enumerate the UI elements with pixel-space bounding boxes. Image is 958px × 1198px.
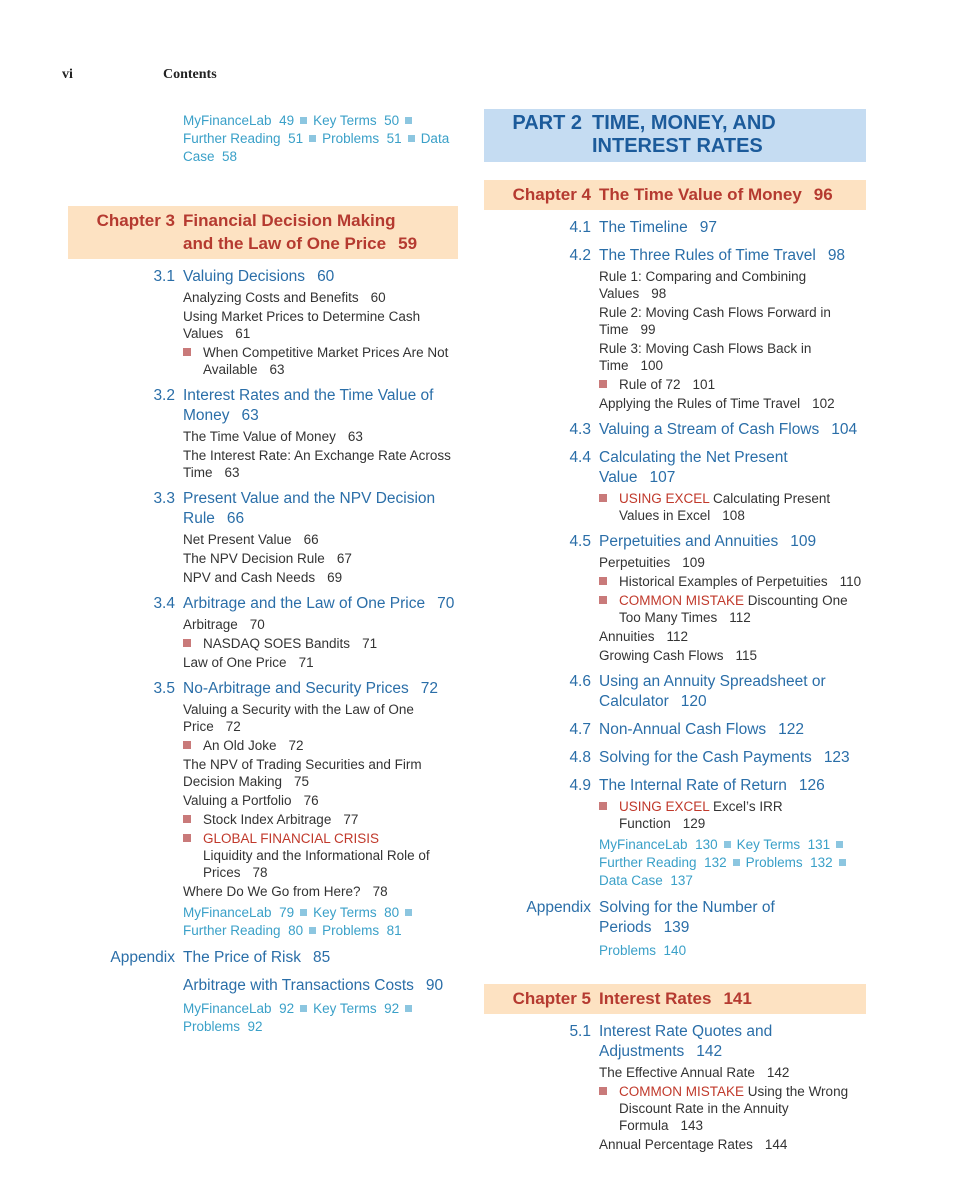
end-of-chapter-links (183, 112, 458, 166)
eoc-page: 92 (279, 1001, 295, 1016)
square-bullet-icon (599, 494, 607, 502)
subsection-page: 112 (666, 629, 689, 644)
appendix-label: Appendix (110, 949, 175, 966)
feature-box-entry[interactable] (599, 1083, 866, 1134)
section-page: 123 (823, 749, 850, 766)
eoc-page: 132 (810, 855, 833, 870)
subsection-entry[interactable] (183, 756, 458, 790)
section-title[interactable] (183, 679, 458, 699)
eoc-link[interactable] (183, 1001, 294, 1016)
section-page: 109 (790, 533, 817, 550)
feature-page: 143 (680, 1118, 704, 1133)
subsection-title: Analyzing Costs and Benefits (183, 290, 359, 305)
section-title-text: Interest Rates and the Time Value of Money (183, 387, 434, 424)
subsection-title: The NPV of Trading Securities and Firm Decision Making (183, 757, 422, 789)
section-entry (484, 748, 866, 768)
square-bullet-icon (309, 135, 316, 142)
section-number: 3.4 (153, 595, 175, 612)
eoc-link[interactable] (183, 905, 294, 920)
section-entry (484, 246, 866, 412)
eoc-link[interactable] (322, 131, 402, 146)
section-entry (484, 218, 866, 238)
subsection-page: 71 (298, 655, 314, 670)
section-number: 3.2 (153, 387, 175, 404)
subsection-page: 115 (735, 648, 758, 663)
subsection-title: Annuities (599, 629, 655, 644)
eoc-page: 49 (279, 113, 295, 128)
section-title-text: Calculating the Net Present Value (599, 449, 788, 486)
eoc-page: 130 (695, 837, 718, 852)
section-page: 70 (437, 595, 455, 612)
part-title-line1: TIME, MONEY, AND (592, 112, 776, 134)
subsection-title: Annual Percentage Rates (599, 1137, 753, 1152)
subsection-page: 78 (372, 884, 388, 899)
section-entry (484, 672, 866, 712)
feature-page: 108 (722, 508, 745, 523)
eoc-label: Key Terms (313, 905, 377, 920)
eoc-label: Problems (322, 131, 380, 146)
subsection-title: Valuing a Security with the Law of One Price (183, 702, 414, 734)
subsection-entry[interactable] (183, 308, 458, 342)
part-label: PART 2 (512, 112, 582, 134)
subsection-title: Law of One Price (183, 655, 287, 670)
eoc-page: 92 (384, 1001, 400, 1016)
section-title-text: Valuing Decisions (183, 268, 306, 285)
subsection-title: Using Market Prices to Determine Cash Values (183, 309, 421, 341)
subsection-entry[interactable] (183, 428, 458, 445)
section-number: 4.3 (569, 421, 591, 438)
running-head: Contents (163, 67, 217, 82)
subsection-page: 144 (764, 1137, 788, 1152)
eoc-page: 140 (663, 943, 687, 958)
feature-box-entry[interactable] (183, 737, 458, 754)
subsection-entry[interactable] (183, 616, 458, 633)
appendix-title-text: Solving for the Number of Periods (599, 899, 775, 936)
feature-box-entry[interactable] (599, 798, 866, 832)
feature-tag: COMMON MISTAKE (619, 593, 745, 608)
section-number: 4.7 (569, 721, 591, 738)
eoc-link[interactable] (183, 131, 303, 146)
eoc-page: 50 (384, 113, 400, 128)
subsection-page: 100 (640, 358, 664, 373)
appendix-page: 85 (313, 949, 331, 966)
subsection-entry[interactable] (599, 340, 866, 374)
square-bullet-icon (599, 577, 607, 585)
section-page: 72 (420, 680, 438, 697)
chapter-title: The Time Value of Money (599, 185, 802, 204)
subsection-page: 61 (235, 326, 251, 341)
square-bullet-icon (405, 909, 412, 916)
end-of-chapter-links (183, 1000, 458, 1036)
section-number: 4.2 (569, 247, 591, 264)
appendix-page: 90 (425, 977, 444, 994)
subsection-title: Where Do We Go from Here? (183, 884, 361, 899)
feature-page: 101 (692, 377, 716, 392)
eoc-label: MyFinanceLab (183, 113, 272, 128)
subsection-title: Rule 1: Comparing and Combining Values (599, 269, 807, 301)
section-entry (68, 386, 458, 481)
appendix-title[interactable] (183, 948, 458, 968)
subsection-title: Growing Cash Flows (599, 648, 724, 663)
appendix-title-text: Arbitrage with Transactions Costs (183, 977, 414, 994)
feature-title: When Competitive Market Prices Are Not Available (203, 345, 449, 377)
square-bullet-icon (300, 909, 307, 916)
eoc-label: Problems (183, 1019, 241, 1034)
feature-title: Historical Examples of Perpetuities (619, 574, 828, 589)
section-title-text: No-Arbitrage and Security Prices (183, 680, 409, 697)
subsection-entry[interactable] (183, 883, 458, 900)
feature-page: 78 (252, 865, 268, 880)
feature-box-entry[interactable] (599, 490, 866, 524)
chapter-label: Chapter 5 (512, 989, 591, 1008)
feature-title: Using the Wrong Discount Rate in the Annuity Formula (619, 1084, 849, 1133)
subsection-title: Rule 2: Moving Cash Flows Forward in Time (599, 305, 831, 337)
eoc-label: Further Reading (183, 923, 281, 938)
section-number: 3.5 (153, 680, 175, 697)
square-bullet-icon (599, 380, 607, 388)
subsection-title: The Time Value of Money (183, 429, 336, 444)
subsection-page: 98 (651, 286, 667, 301)
subsection-page: 70 (249, 617, 265, 632)
feature-title: An Old Joke (203, 738, 277, 753)
feature-page: 77 (343, 812, 359, 827)
square-bullet-icon (183, 639, 191, 647)
subsection-entry[interactable] (599, 647, 866, 664)
eoc-page: 131 (807, 837, 831, 852)
section-title-text: Solving for the Cash Payments (599, 749, 812, 766)
subsection-entry[interactable] (183, 701, 458, 735)
subsection-entry[interactable] (183, 569, 458, 586)
subsection-title: The Interest Rate: An Exchange Rate Across Time (183, 448, 451, 480)
eoc-page: 92 (247, 1019, 263, 1034)
eoc-page: 51 (288, 131, 304, 146)
section-number: 4.6 (569, 673, 591, 690)
section-entry (484, 776, 866, 832)
chapter-page: 96 (813, 185, 833, 204)
section-title-text: Non-Annual Cash Flows (599, 721, 767, 738)
section-title-text: Perpetuities and Annuities (599, 533, 779, 550)
square-bullet-icon (300, 1005, 307, 1012)
section-page: 98 (827, 247, 846, 264)
appendix-entry (68, 948, 458, 996)
eoc-page: 81 (386, 923, 402, 938)
chapter-3-header[interactable] (68, 206, 458, 259)
feature-box-entry[interactable] (183, 635, 458, 652)
feature-tag: COMMON MISTAKE (619, 1084, 745, 1099)
section-entry (68, 267, 458, 378)
section-title[interactable] (599, 776, 866, 796)
section-entry (484, 720, 866, 740)
section-page: 142 (696, 1043, 723, 1060)
square-bullet-icon (183, 834, 191, 842)
section-title[interactable] (599, 1022, 866, 1062)
appendix-label: Appendix (526, 899, 591, 916)
eoc-link[interactable] (313, 905, 399, 920)
section-title-text: Using an Annuity Spreadsheet or Calculator (599, 673, 826, 710)
chapter-title: Interest Rates (599, 989, 712, 1008)
eoc-page: 58 (222, 149, 238, 164)
eoc-page: 80 (288, 923, 304, 938)
end-of-chapter-links (183, 904, 458, 940)
subsection-entry[interactable] (599, 304, 866, 338)
part-2-header[interactable] (484, 109, 866, 162)
eoc-label: Further Reading (599, 855, 697, 870)
square-bullet-icon (836, 841, 843, 848)
section-entry (68, 594, 458, 671)
feature-tag: USING EXCEL (619, 491, 710, 506)
eoc-link[interactable] (599, 873, 693, 888)
square-bullet-icon (183, 815, 191, 823)
chapter-page: 141 (723, 989, 752, 1008)
section-title[interactable] (599, 672, 866, 712)
section-title[interactable] (599, 448, 866, 488)
section-title[interactable] (599, 748, 866, 768)
eoc-label: Further Reading (183, 131, 281, 146)
subsection-entry[interactable] (183, 550, 458, 567)
eoc-label: Data Case (599, 873, 663, 888)
right-column (484, 109, 866, 1153)
section-number: 4.4 (569, 449, 591, 466)
subsection-page: 66 (303, 532, 319, 547)
section-title[interactable] (183, 267, 458, 287)
eoc-link[interactable] (322, 923, 402, 938)
square-bullet-icon (599, 802, 607, 810)
square-bullet-icon (408, 135, 415, 142)
left-column (68, 112, 458, 1036)
subsection-page: 69 (327, 570, 343, 585)
section-title[interactable] (599, 720, 866, 740)
section-title-text: The Timeline (599, 219, 688, 236)
subsection-title: Applying the Rules of Time Travel (599, 396, 801, 411)
eoc-link[interactable] (599, 855, 727, 870)
section-number: 4.9 (569, 777, 591, 794)
section-number: 3.3 (153, 490, 175, 507)
section-title[interactable] (599, 420, 866, 440)
subsection-title: The Effective Annual Rate (599, 1065, 755, 1080)
subsection-entry[interactable] (183, 531, 458, 548)
section-page: 97 (699, 219, 717, 236)
subsection-entry[interactable] (599, 628, 866, 645)
subsection-title: NPV and Cash Needs (183, 570, 316, 585)
section-title[interactable] (599, 246, 866, 266)
subsection-entry[interactable] (183, 654, 458, 671)
subsection-title: The NPV Decision Rule (183, 551, 325, 566)
eoc-link[interactable] (599, 943, 686, 958)
section-page: 63 (241, 407, 259, 424)
appendix-title-text: The Price of Risk (183, 949, 302, 966)
end-of-chapter-links (599, 942, 866, 960)
appendix-title[interactable] (599, 898, 866, 938)
section-entry (484, 420, 866, 440)
square-bullet-icon (599, 1087, 607, 1095)
appendix-page: 139 (663, 919, 690, 936)
section-entry (68, 489, 458, 586)
subsection-page: 63 (347, 429, 363, 444)
square-bullet-icon (733, 859, 740, 866)
eoc-page: 51 (386, 131, 402, 146)
eoc-link[interactable] (313, 1001, 399, 1016)
section-number: 5.1 (569, 1023, 591, 1040)
section-entry (484, 448, 866, 524)
feature-page: 129 (682, 816, 706, 831)
section-title[interactable] (183, 386, 458, 426)
eoc-page: 80 (384, 905, 400, 920)
subsection-entry[interactable] (599, 554, 866, 571)
square-bullet-icon (839, 859, 846, 866)
section-title-text: Interest Rate Quotes and Adjustments (599, 1023, 773, 1060)
subsection-page: 63 (224, 465, 240, 480)
eoc-link[interactable] (183, 1019, 263, 1034)
subsection-entry[interactable] (183, 289, 458, 306)
section-number: 4.5 (569, 533, 591, 550)
eoc-link[interactable] (746, 855, 833, 870)
feature-box-entry[interactable] (183, 344, 458, 378)
chapter-title-line1: Financial Decision Making (183, 211, 396, 230)
eoc-label: Data Case (183, 131, 450, 164)
section-entry (68, 679, 458, 900)
subsection-title: Perpetuities (599, 555, 671, 570)
feature-tag: GLOBAL FINANCIAL CRISIS (203, 831, 380, 846)
feature-box-entry[interactable] (183, 830, 458, 881)
feature-page: 112 (729, 610, 751, 625)
square-bullet-icon (405, 1005, 412, 1012)
square-bullet-icon (183, 741, 191, 749)
section-title[interactable] (599, 532, 866, 552)
section-page: 122 (778, 721, 805, 738)
section-page: 107 (649, 469, 676, 486)
eoc-label: Problems (599, 943, 657, 958)
subsection-page: 67 (336, 551, 352, 566)
feature-page: 63 (269, 362, 285, 377)
subsection-entry[interactable] (599, 1064, 866, 1081)
square-bullet-icon (724, 841, 731, 848)
feature-box-entry[interactable] (599, 573, 866, 590)
subsection-title: Rule 3: Moving Cash Flows Back in Time (599, 341, 812, 373)
feature-box-entry[interactable] (599, 592, 866, 626)
section-title-text: The Three Rules of Time Travel (599, 247, 816, 264)
subsection-entry[interactable] (599, 268, 866, 302)
subsection-title: Arbitrage (183, 617, 238, 632)
section-number: 3.1 (153, 268, 175, 285)
section-title[interactable] (183, 489, 458, 529)
chapter-page: 59 (398, 234, 418, 253)
feature-title: Stock Index Arbitrage (203, 812, 332, 827)
subsection-page: 60 (370, 290, 386, 305)
section-title-text: The Internal Rate of Return (599, 777, 787, 794)
section-page: 120 (680, 693, 707, 710)
section-page: 104 (831, 421, 858, 438)
section-number: 4.8 (569, 749, 591, 766)
feature-title: Liquidity and the Informational Role of Prices (203, 848, 430, 880)
eoc-label: Key Terms (313, 113, 377, 128)
subsection-title: Valuing a Portfolio (183, 793, 292, 808)
square-bullet-icon (300, 117, 307, 124)
subsection-page: 102 (812, 396, 835, 411)
feature-title: Calculating Present Values in Excel (619, 491, 831, 523)
appendix-title[interactable] (183, 976, 458, 996)
eoc-label: Problems (745, 855, 803, 870)
subsection-page: 72 (225, 719, 241, 734)
eoc-link[interactable] (183, 923, 303, 938)
chapter-label: Chapter 3 (96, 211, 175, 230)
eoc-label: Key Terms (313, 1001, 377, 1016)
chapter-label: Chapter 4 (512, 185, 591, 204)
eoc-link[interactable] (313, 113, 399, 128)
section-page: 126 (798, 777, 825, 794)
feature-page: 71 (362, 636, 378, 651)
eoc-link[interactable] (737, 837, 831, 852)
square-bullet-icon (309, 927, 316, 934)
square-bullet-icon (599, 596, 607, 604)
subsection-entry[interactable] (183, 792, 458, 809)
chapter-5-header[interactable] (484, 984, 866, 1014)
subsection-page: 76 (303, 793, 319, 808)
feature-box-entry[interactable] (599, 376, 866, 393)
subsection-page: 75 (294, 774, 310, 789)
part-title-line2: INTEREST RATES (592, 135, 763, 157)
section-title-text: Arbitrage and the Law of One Price (183, 595, 426, 612)
section-title[interactable] (183, 594, 458, 614)
appendix-entry (484, 898, 866, 938)
chapter-title-line2: and the Law of One Price (183, 234, 387, 253)
eoc-label: MyFinanceLab (183, 905, 272, 920)
eoc-page: 79 (279, 905, 295, 920)
page-number: vi (62, 67, 73, 82)
eoc-page: 137 (670, 873, 693, 888)
feature-tag: USING EXCEL (619, 799, 710, 814)
subsection-page: 99 (640, 322, 656, 337)
end-of-chapter-links (599, 836, 866, 890)
chapter-4-header[interactable] (484, 180, 866, 210)
section-entry (484, 532, 866, 664)
section-page: 60 (317, 268, 335, 285)
eoc-page: 132 (704, 855, 727, 870)
subsection-entry[interactable] (599, 395, 866, 412)
feature-title: Rule of 72 (619, 377, 681, 392)
section-page: 66 (226, 510, 245, 527)
subsection-title: Net Present Value (183, 532, 292, 547)
eoc-label: MyFinanceLab (599, 837, 688, 852)
section-number: 4.1 (569, 219, 591, 236)
feature-title: Excel’s IRR Function (619, 799, 783, 831)
section-title-text: Valuing a Stream of Cash Flows (599, 421, 820, 438)
eoc-label: Problems (322, 923, 380, 938)
section-title-text: Present Value and the NPV Decision Rule (183, 490, 436, 527)
feature-box-entry[interactable] (183, 811, 458, 828)
subsection-page: 109 (682, 555, 705, 570)
subsection-entry[interactable] (599, 1136, 866, 1153)
feature-page: 72 (288, 738, 304, 753)
subsection-entry[interactable] (183, 447, 458, 481)
feature-page: 110 (839, 574, 862, 589)
section-title[interactable] (599, 218, 866, 238)
square-bullet-icon (183, 348, 191, 356)
feature-title: Discounting One Too Many Times (619, 593, 848, 625)
subsection-page: 142 (766, 1065, 790, 1080)
eoc-label: Key Terms (736, 837, 801, 852)
square-bullet-icon (405, 117, 412, 124)
eoc-link[interactable] (599, 837, 718, 852)
eoc-label: MyFinanceLab (183, 1001, 272, 1016)
eoc-link[interactable] (183, 113, 294, 128)
section-entry (484, 1022, 866, 1153)
feature-title: NASDAQ SOES Bandits (203, 636, 351, 651)
